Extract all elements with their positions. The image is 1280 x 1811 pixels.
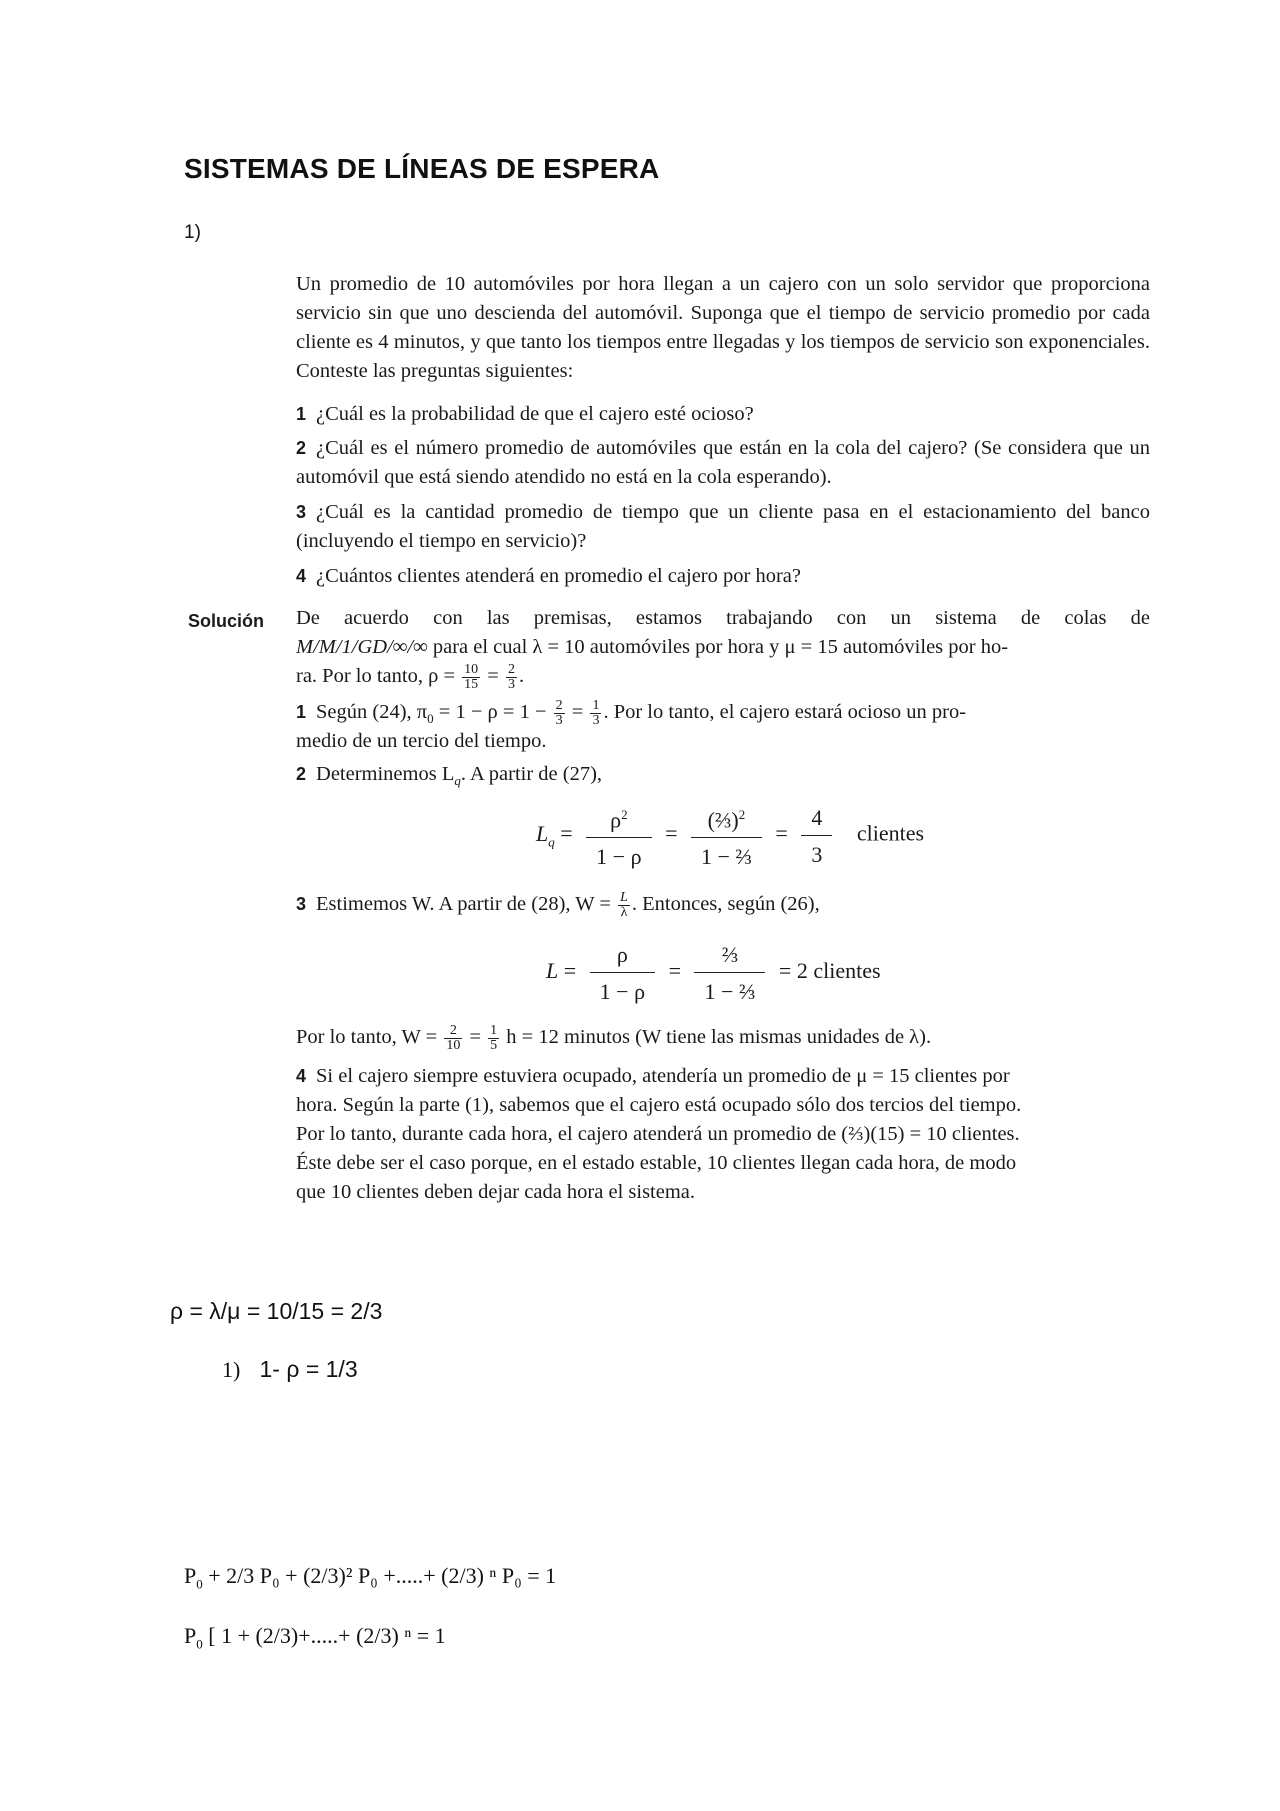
answer-1: 1) 1- ρ = 1/3	[222, 1356, 358, 1382]
lq-equation: $L_q$ = $\frac{\rho^2}{1 - \rho}$ = $\frac{(\frac{2}{3})^2}{\text{1 − ⅔}}$ = $\frac{4}{3}$ clientes	[536, 800, 924, 871]
solution-intro-a: De acuerdo con las premisas, estamos trabajando con un sistema de colas de	[296, 607, 1150, 629]
series-equation-1: $P_0 + 2/3$ P₀ + (2/3)² P₀ +.....+ (2/3) ⁿ P₀ = 1	[184, 1563, 557, 1592]
solution-step-4e: que 10 clientes deben dejar cada hora el sistema.	[296, 1181, 696, 1203]
solution-w-result: Por lo tanto, W = $\frac{2}{10}$ = $\frac{1}{5}$ h = 12 minutos (W tiene las mismas unidades de λ).	[296, 1022, 932, 1053]
solution-step-3: 3 Estimemos W. A partir de (28), W = $\frac{L}{\lambda}$ . Entonces, según (26),	[296, 889, 820, 920]
question-2: 2 ¿Cuál es el número promedio de automóviles que están en la cola del cajero? (Se considera que un automóvil que está siendo atendido no está en la cola esperando).	[296, 437, 1150, 488]
question-number: 1)	[184, 222, 201, 243]
solution-label: Solución	[188, 611, 264, 631]
question-4: 4 ¿Cuántos clientes atenderá en promedio el cajero por hora?	[296, 565, 801, 587]
question-3: 3 ¿Cuál es la cantidad promedio de tiempo que un cliente pasa en el estacionamiento del banco (incluyendo el tiempo en servicio)?	[296, 501, 1150, 552]
solution-intro-b: M/M/1/GD/∞/∞ para el cual λ = 10 automóviles por hora y μ = 15 automóviles por ho-	[296, 636, 1009, 658]
page-title: SISTEMAS DE LÍNEAS DE ESPERA	[184, 153, 660, 184]
question-1: 1 ¿Cuál es la probabilidad de que el cajero esté ocioso?	[296, 403, 754, 425]
series-equation-2: $P_0$ [ 1 + (2/3)+.....+ (2/3) ⁿ = 1	[184, 1623, 446, 1652]
solution-step-1-cont: medio de un tercio del tiempo.	[296, 730, 547, 752]
solution-step-4b: hora. Según la parte (1), sabemos que el cajero está ocupado sólo dos tercios del tiempo.	[296, 1094, 1022, 1116]
solution-step-1: 1 Según (24), $\pi_0 = 1 - \rho = 1$ − $\frac{2}{3}$ = $\frac{1}{3}$ . Por lo tanto, el cajero estará ocioso un pro-	[296, 697, 967, 728]
solution-step-4a: 4 Si el cajero siempre estuviera ocupado, atendería un promedio de μ = 15 clientes por	[296, 1065, 1010, 1087]
solution-step-4d: Éste debe ser el caso porque, en el estado estable, 10 clientes llegan cada hora, de modo	[296, 1152, 1017, 1174]
problem-statement: Un promedio de 10 automóviles por hora llegan a un cajero con un solo servidor que proporciona servicio sin que uno descienda del automóvil. Suponga que el tiempo de servicio promedio por cada cliente es 4 minutos, y que tanto los tiempos entre llegadas y los tiempos de servicio son exponenciales. Conteste las preguntas siguientes:	[296, 273, 1150, 382]
rho-calculation: ρ = λ/μ = 10/15 = 2/3	[170, 1298, 383, 1324]
solution-step-2: 2 Determinemos $L_q$. A partir de (27),	[296, 763, 603, 789]
l-equation: L = $\frac{\rho}{1 - \rho}$ = ⅔ 1 − ⅔ = 2 clientes	[546, 942, 881, 1004]
solution-intro-c: ra. Por lo tanto, ρ = $\frac{10}{15}$ = $\frac{2}{3}$ .	[296, 661, 525, 692]
solution-step-4c: Por lo tanto, durante cada hora, el cajero atenderá un promedio de (⅔)(15) = 10 clientes.	[296, 1123, 1020, 1145]
